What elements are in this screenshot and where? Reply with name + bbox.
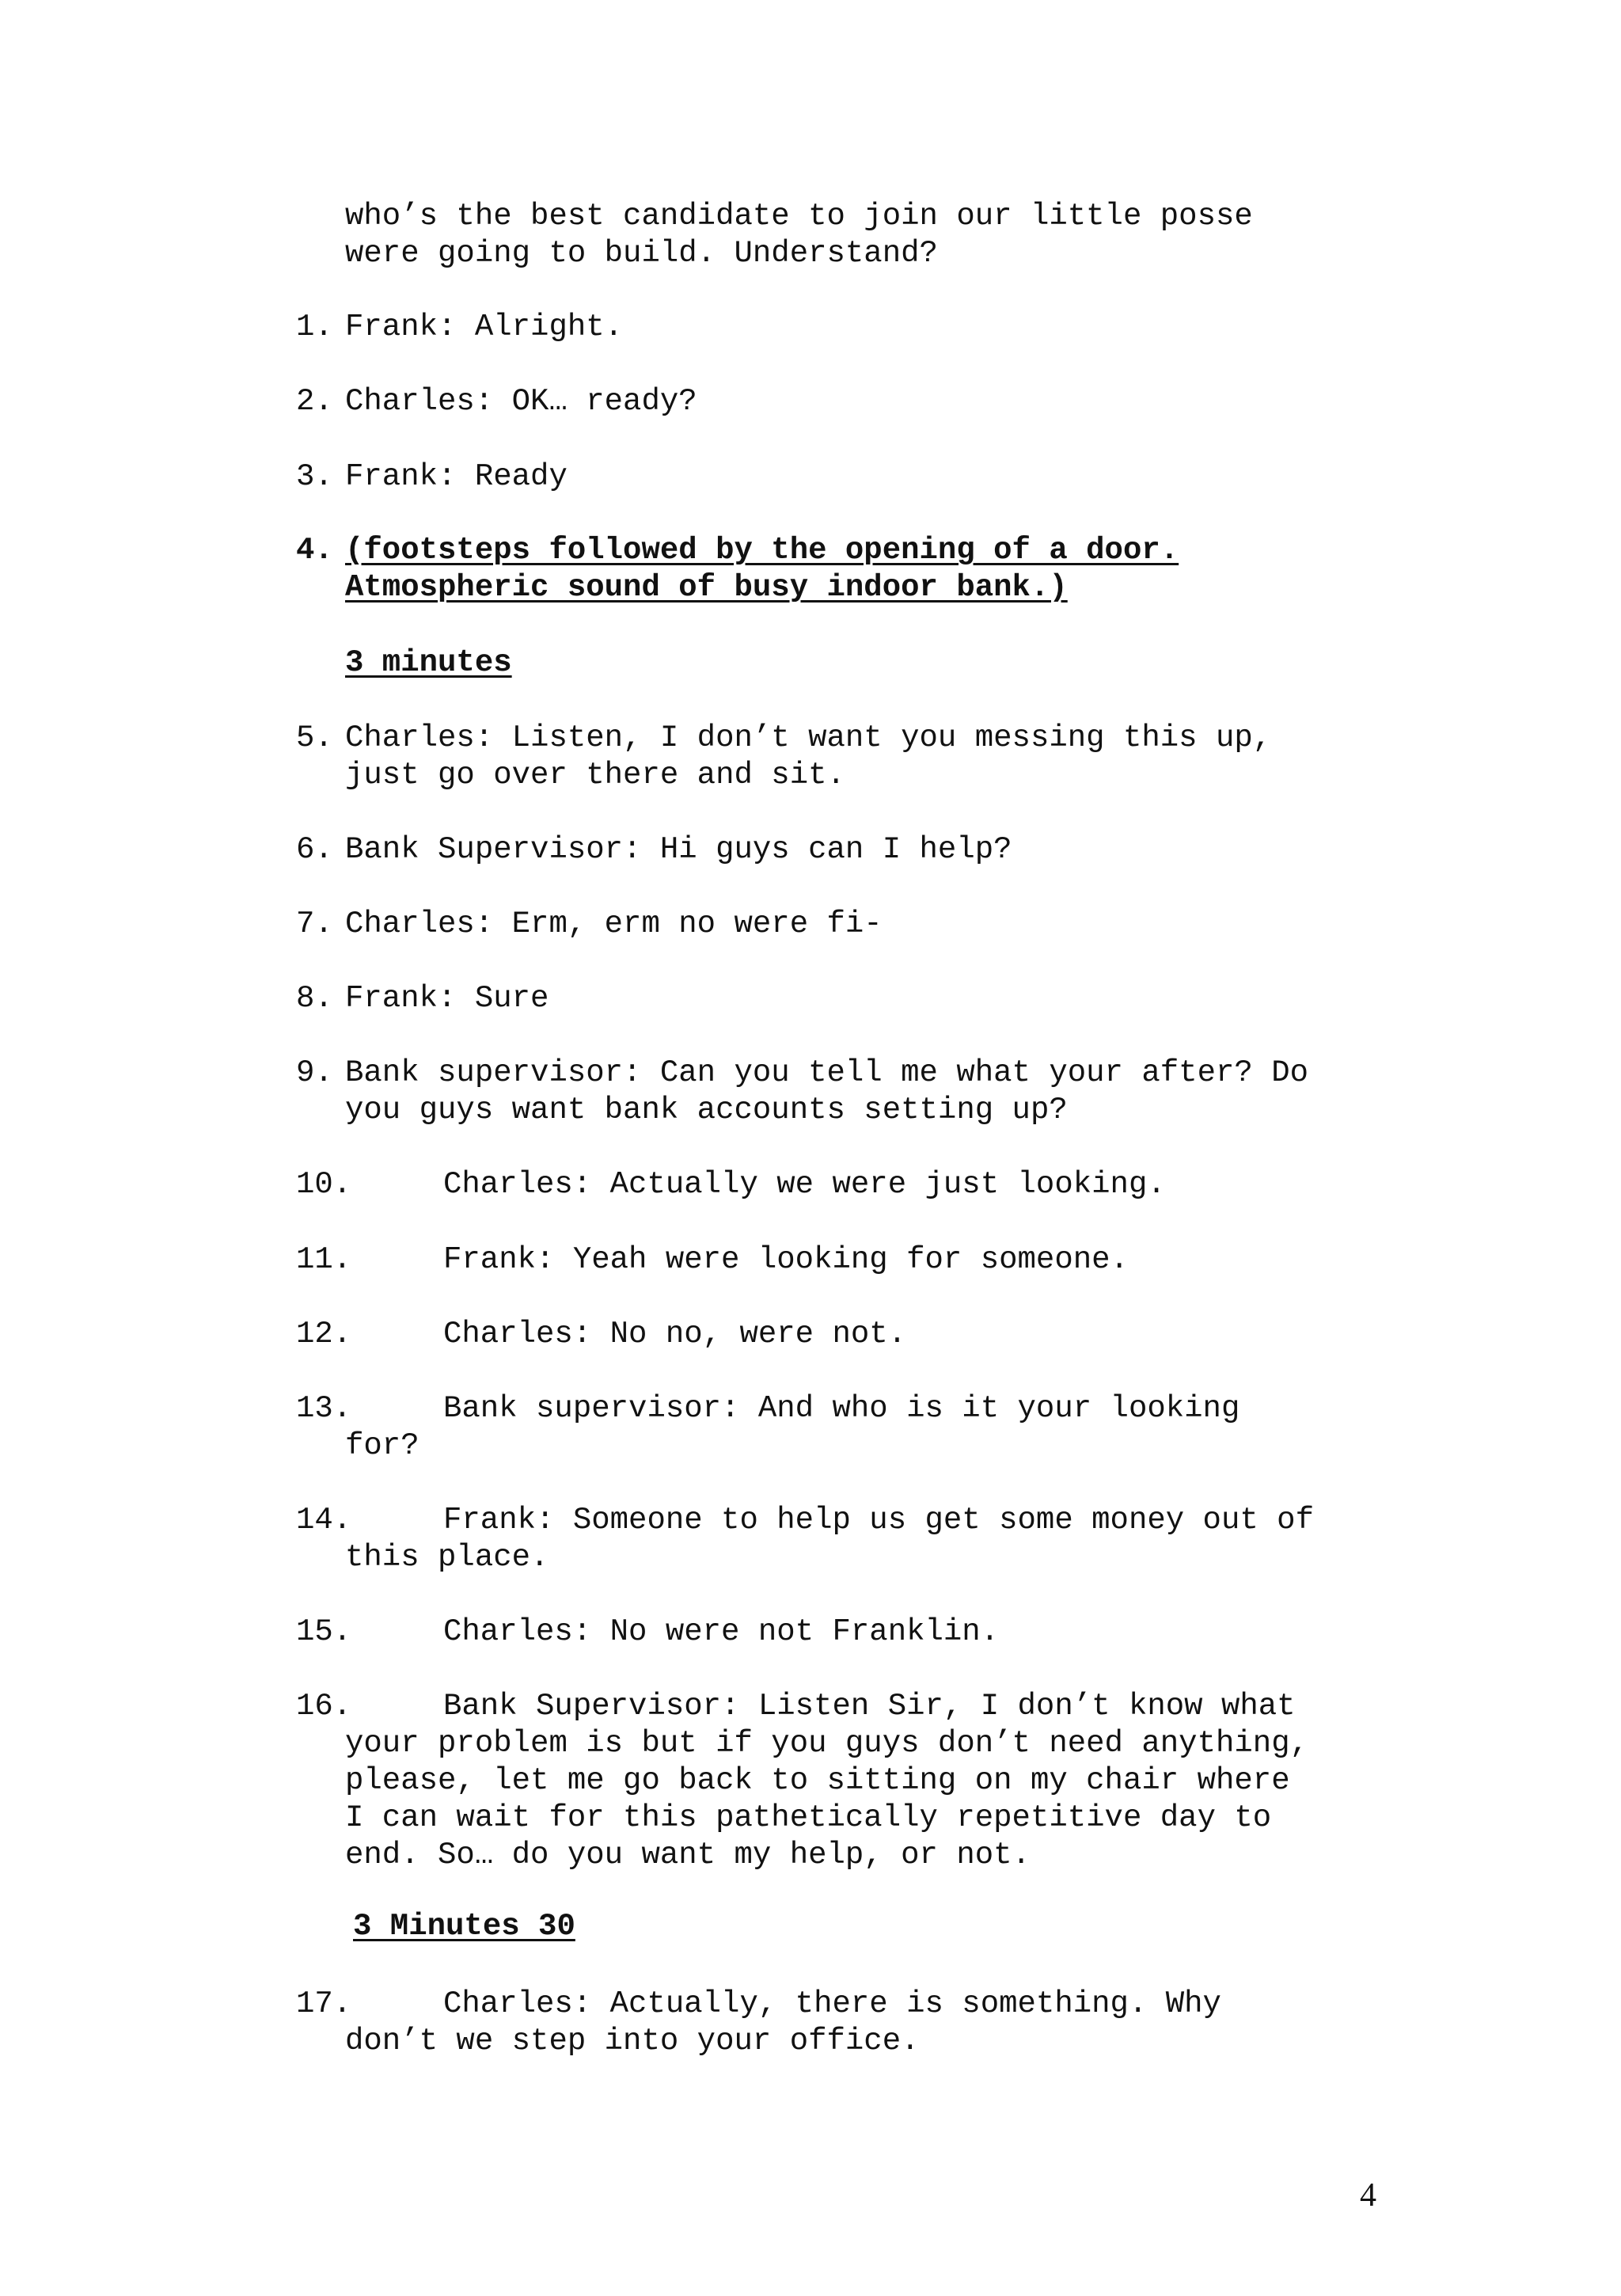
item-number-4: 4.	[296, 533, 333, 568]
item-14-line-2: this place.	[345, 1540, 549, 1575]
item-number-11: 11.	[296, 1242, 352, 1277]
item-6-line-1: Bank Supervisor: Hi guys can I help?	[345, 832, 1012, 867]
timestamp-3-minutes: 3 minutes	[345, 645, 512, 680]
item-number-5: 5.	[296, 720, 333, 755]
item-11-line-1: Frank: Yeah were looking for someone.	[443, 1242, 1129, 1277]
item-number-2: 2.	[296, 384, 333, 419]
item-number-16: 16.	[296, 1689, 352, 1724]
item-number-12: 12.	[296, 1317, 352, 1351]
item-2-line-1: Charles: OK… ready?	[345, 384, 697, 419]
item-17-line-2: don’t we step into your office.	[345, 2024, 920, 2058]
item-15-line-1: Charles: No were not Franklin.	[443, 1614, 1000, 1649]
item-1-line-1: Frank: Alright.	[345, 310, 624, 344]
intro-line-2: were going to build. Understand?	[345, 236, 938, 271]
item-5-line-2: just go over there and sit.	[345, 758, 845, 793]
item-number-17: 17.	[296, 1986, 352, 2021]
item-16-line-5: end. So… do you want my help, or not.	[345, 1838, 1031, 1872]
item-3-line-1: Frank: Ready	[345, 459, 568, 494]
item-number-9: 9.	[296, 1055, 333, 1090]
item-number-1: 1.	[296, 310, 333, 344]
item-number-15: 15.	[296, 1614, 352, 1649]
item-number-7: 7.	[296, 907, 333, 941]
item-number-3: 3.	[296, 459, 333, 494]
item-8-line-1: Frank: Sure	[345, 981, 549, 1016]
item-number-6: 6.	[296, 832, 333, 867]
item-9-line-1: Bank supervisor: Can you tell me what your after? Do	[345, 1055, 1308, 1090]
item-9-line-2: you guys want bank accounts setting up?	[345, 1093, 1068, 1127]
item-7-line-1: Charles: Erm, erm no were fi-	[345, 907, 883, 941]
item-16-line-1: Bank Supervisor: Listen Sir, I don’t know what	[443, 1689, 1296, 1724]
item-16-line-4: I can wait for this pathetically repetitive day to	[345, 1800, 1272, 1835]
item-12-line-1: Charles: No no, were not.	[443, 1317, 907, 1351]
item-5-line-1: Charles: Listen, I don’t want you messing this up,	[345, 720, 1272, 755]
item-16-line-3: please, let me go back to sitting on my chair where	[345, 1763, 1290, 1798]
item-14-line-1: Frank: Someone to help us get some money out of	[443, 1503, 1314, 1538]
stage-direction-line-2: Atmospheric sound of busy indoor bank.)	[345, 570, 1068, 605]
item-16-line-2: your problem is but if you guys don’t need anything,	[345, 1726, 1308, 1761]
item-13-line-2: for?	[345, 1428, 419, 1463]
item-number-13: 13.	[296, 1391, 352, 1426]
intro-line-1: who’s the best candidate to join our little posse	[345, 199, 1253, 234]
timestamp-3-minutes-30: 3 Minutes 30	[353, 1909, 575, 1944]
item-number-10: 10.	[296, 1167, 352, 1202]
item-13-line-1: Bank supervisor: And who is it your looking	[443, 1391, 1240, 1426]
item-17-line-1: Charles: Actually, there is something. Why	[443, 1986, 1221, 2021]
item-number-14: 14.	[296, 1503, 352, 1538]
page-number: 4	[1360, 2177, 1376, 2214]
stage-direction-line-1: (footsteps followed by the opening of a door.	[345, 533, 1179, 568]
item-10-line-1: Charles: Actually we were just looking.	[443, 1167, 1166, 1202]
item-number-8: 8.	[296, 981, 333, 1016]
